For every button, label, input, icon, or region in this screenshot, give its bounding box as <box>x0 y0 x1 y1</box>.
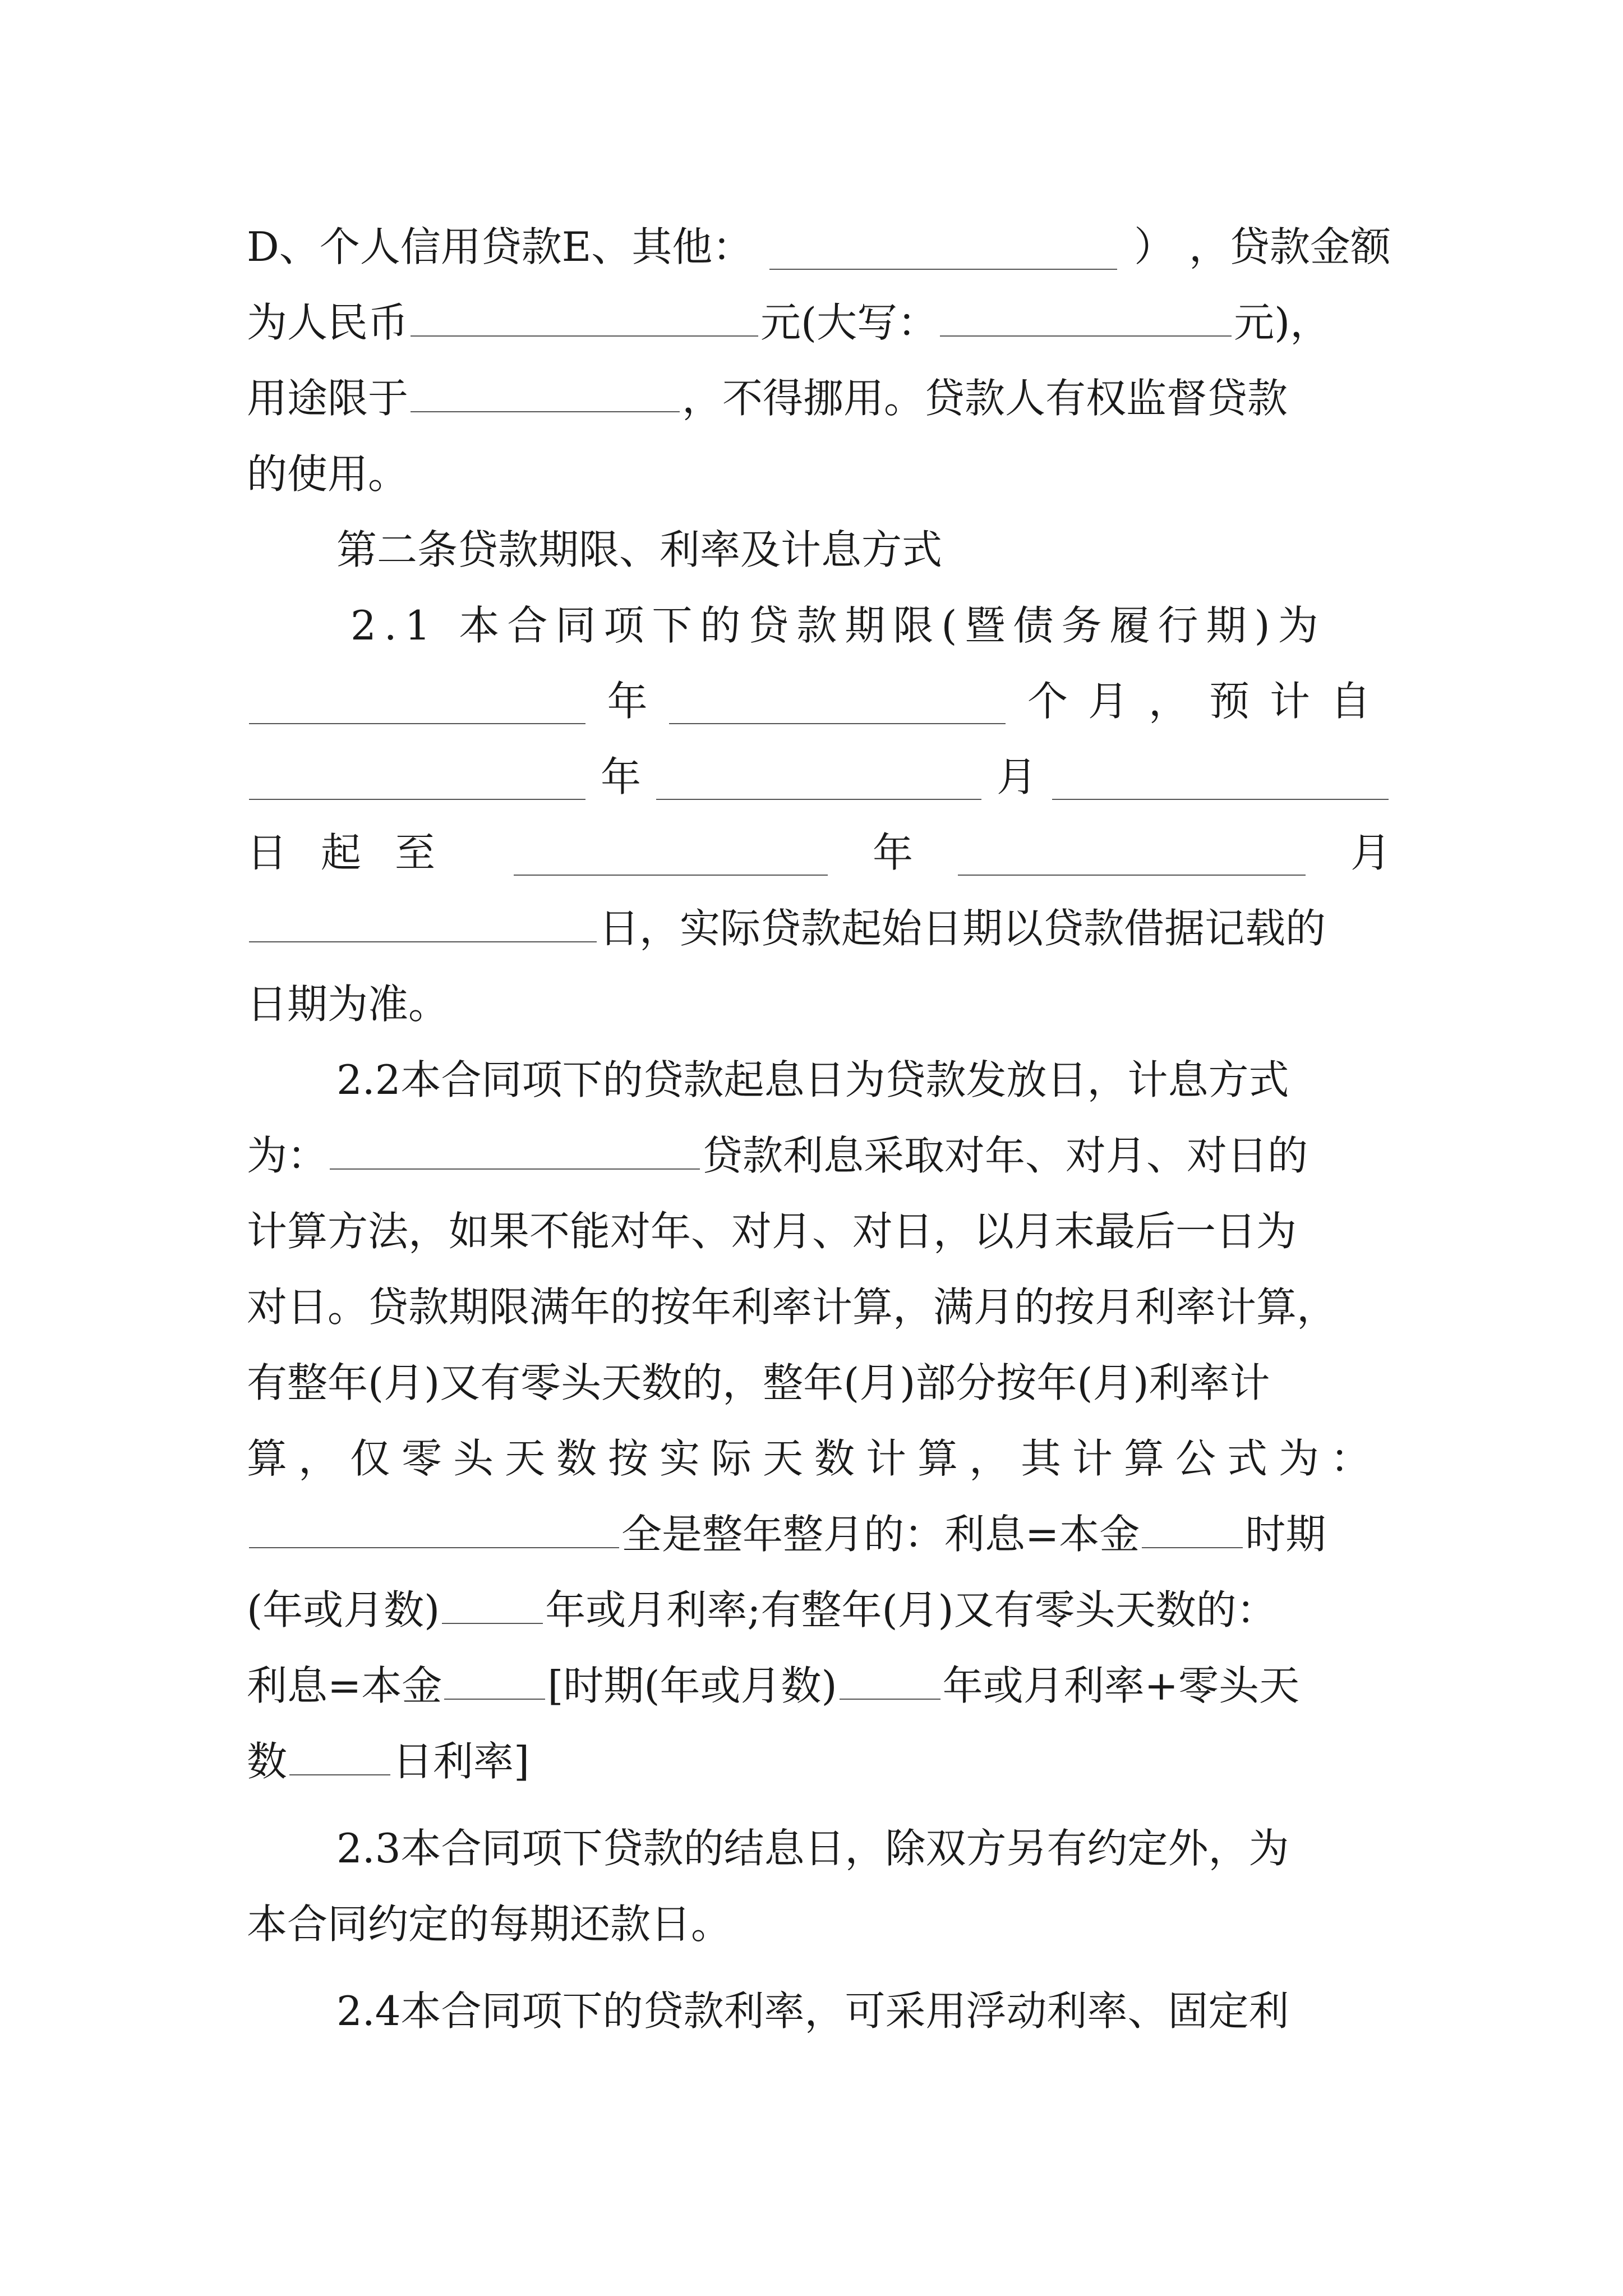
text-segment: 年 <box>872 829 913 876</box>
text-segment: 元(大写： <box>760 299 938 346</box>
text-segment: [时期(年或月数) <box>547 1662 837 1709</box>
text-segment: (年或月数) <box>247 1586 440 1634</box>
text-segment: 年或月利率;有整年(月)又有零头天数的： <box>545 1586 1277 1634</box>
text-segment: 贷款利息采取对年、对月、对日的 <box>702 1132 1308 1179</box>
text-line <box>247 1722 1391 1801</box>
text-segment: 数 <box>247 1738 288 1785</box>
fill-blank-end-day[interactable] <box>249 896 597 942</box>
text-line <box>247 1972 1391 2050</box>
text-line <box>247 662 1391 740</box>
fill-blank-term-years[interactable] <box>249 678 585 724</box>
text-line <box>247 1041 1391 1119</box>
text-segment: 有整年(月)又有零头天数的，整年(月)部分按年(月)利率计 <box>247 1359 1270 1406</box>
text-line <box>247 1419 1391 1498</box>
text-line <box>247 1192 1391 1271</box>
text-line <box>247 889 1391 968</box>
fill-blank-operator-5[interactable] <box>289 1729 390 1775</box>
text-segment: 年 <box>607 678 648 725</box>
fill-blank-start-month[interactable] <box>656 754 981 800</box>
text-segment: ，贷款金额 <box>1188 223 1391 270</box>
text-segment: 计算方法，如果不能对年、对月、对日，以月末最后一日为 <box>247 1208 1297 1255</box>
text-segment: 本合同约定的每期还款日。 <box>247 1901 732 1948</box>
text-line <box>247 359 1391 438</box>
fill-blank-start-day[interactable] <box>1052 754 1389 800</box>
fill-blank-loan-amount-uppercase[interactable] <box>940 291 1232 337</box>
text-segment: 算，仅零头天数按实际天数计算，其计算公式为： <box>247 1435 1382 1482</box>
text-line <box>247 738 1391 816</box>
text-segment: 为人民币 <box>247 299 409 346</box>
text-segment: 的使用。 <box>247 450 409 498</box>
text-segment: 月 <box>996 753 1037 800</box>
text-segment: 年 <box>600 753 641 800</box>
text-segment: D、个人信用贷款E、其他： <box>247 223 753 270</box>
text-line <box>247 1495 1391 1573</box>
text-segment: 元)， <box>1234 299 1331 346</box>
section-heading <box>247 510 1391 589</box>
text-segment: ） <box>1134 223 1175 270</box>
fill-blank-other-loan-type[interactable] <box>769 224 1117 270</box>
fill-blank-operator-3[interactable] <box>444 1654 545 1700</box>
text-segment: 日期为准。 <box>247 981 449 1028</box>
text-segment: 2.4本合同项下的贷款利率，可采用浮动利率、固定利 <box>336 1987 1289 2035</box>
text-line <box>247 208 1391 286</box>
text-segment: 2.3本合同项下贷款的结息日，除双方另有约定外，为 <box>336 1825 1289 1872</box>
text-segment: 时期 <box>1245 1511 1326 1558</box>
text-segment: 日利率] <box>393 1738 530 1785</box>
text-line <box>247 1343 1391 1422</box>
fill-blank-end-year[interactable] <box>514 830 828 876</box>
text-segment: 2.1 本合同项下的贷款期限(暨债务履行期)为 <box>351 602 1326 649</box>
text-line <box>247 1646 1391 1725</box>
text-line <box>247 283 1391 362</box>
text-line <box>247 1885 1391 1963</box>
text-line <box>247 1809 1391 1888</box>
heading-text: 第二条贷款期限、利率及计息方式 <box>336 526 943 573</box>
text-segment: 个月，预计自 <box>1027 678 1391 725</box>
fill-blank-end-month[interactable] <box>958 830 1306 876</box>
fill-blank-operator-4[interactable] <box>840 1654 940 1700</box>
text-line <box>247 1571 1391 1649</box>
text-segment: 2.2本合同项下的贷款起息日为贷款发放日，计息方式 <box>336 1056 1289 1103</box>
fill-blank-operator-1[interactable] <box>1142 1502 1243 1548</box>
fill-blank-loan-amount[interactable] <box>411 291 758 337</box>
fill-blank-term-months[interactable] <box>669 678 1006 724</box>
text-line <box>247 1116 1391 1195</box>
text-segment: ，不得挪用。贷款人有权监督贷款 <box>682 375 1288 422</box>
text-line <box>247 586 1391 665</box>
fill-blank-start-year[interactable] <box>249 754 585 800</box>
fill-blank-formula[interactable] <box>249 1502 619 1548</box>
text-segment: 日起至 <box>247 829 469 876</box>
fill-blank-loan-purpose[interactable] <box>411 366 680 412</box>
fill-blank-operator-2[interactable] <box>442 1578 543 1624</box>
text-segment: 用途限于 <box>247 375 409 422</box>
text-segment: 对日。贷款期限满年的按年利率计算，满月的按月利率计算， <box>247 1283 1338 1331</box>
text-line <box>247 1268 1391 1346</box>
text-line <box>247 813 1391 892</box>
fill-blank-interest-method[interactable] <box>330 1124 700 1170</box>
text-segment: 日，实际贷款起始日期以贷款借据记载的 <box>599 905 1326 952</box>
text-segment: 为： <box>247 1132 328 1179</box>
text-line <box>247 435 1391 513</box>
text-segment: 全是整年整月的：利息=本金 <box>621 1511 1140 1558</box>
text-segment: 利息=本金 <box>247 1662 442 1709</box>
text-segment: 月 <box>1350 829 1391 876</box>
text-line <box>247 965 1391 1043</box>
text-segment: 年或月利率+零头天 <box>942 1662 1299 1709</box>
